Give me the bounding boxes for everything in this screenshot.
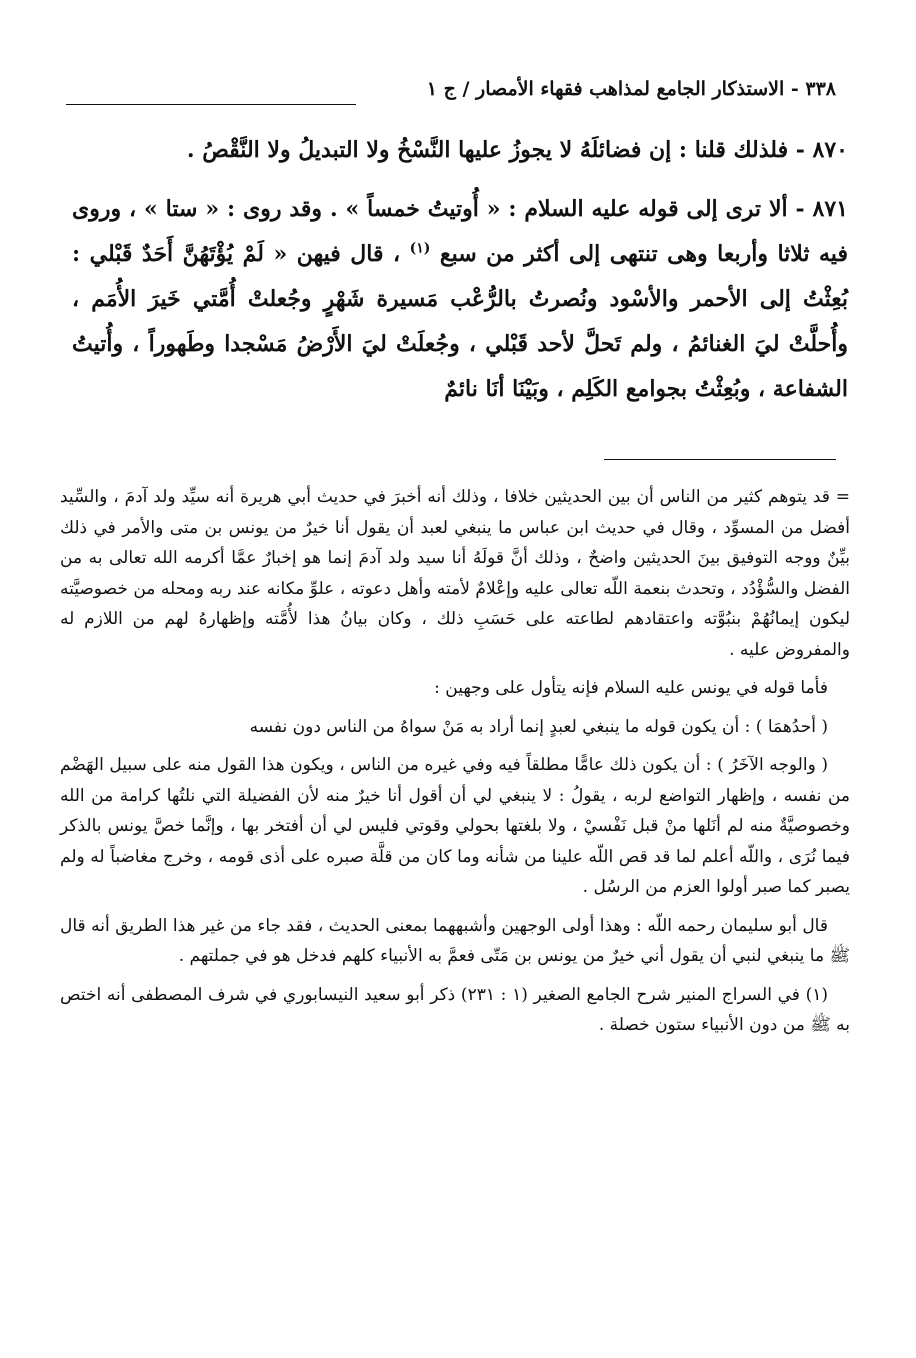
paragraph-871-part-a: ٨٧١ - ألا ترى إلى قوله عليه السلام : « أُوتيتُ خمساً » . وقد روى : « ستا » ، وروى فيه ثلاثا وأربعا وهى تنتهى إلى أكثر من سبع — [72, 196, 848, 267]
notes-section — [60, 482, 850, 1049]
note-first-aspect: ( أحدُهمَا ) : أن يكون قوله ما ينبغي لعبدٍ إنما أراد به مَنْ سواهُ من الناس دون نفسه — [249, 716, 828, 737]
paragraph-871 — [72, 187, 848, 412]
notes-separator — [604, 459, 836, 460]
note-continued: = قد يتوهم كثير من الناس أن بين الحديثين خلافا ، وذلك أنه أخبرَ في حديث أبي هريرة أنه سيِّد ولد آدمَ ، والسِّيد أفضل من المسوِّد ، وقال في حديث ابن عباس ما ينبغي لعبد أن يقول أنا خيرٌ من يونس بن متى والأمر في ذلك بيِّنٌ ووجه التوفيق بينَ الحديثين واضحٌ ، وذلك أنَّ قولَهُ أنا سيد ولد آدمَ إنما هو إخبارٌ عمَّا أكرمه الله تعالى به من الفضل والسُّؤْدُد ، وتحدث بنعمة اللّه تعالى عليه وإعْلامٌ لأمته وأهل دعوته ، علوِّ مكانه عند ربه ومحله من خصوصيَّته ليكون إيمانُهُمْ بنبُوَّته واعتقادهم لطاعته على حَسَبِ ذلك ، وكان بيانُ هذا لأُمَّته وإظهارهُ لهم من اللازم له والمفروض عليه . — [60, 487, 850, 660]
footnote-reference: (١) — [409, 240, 431, 257]
paragraph-870: ٨٧٠ - فلذلك قلنا : إن فضائلَهُ لا يجوزُ عليها النَّسْخُ ولا التبديلُ ولا النَّقْصُ . — [186, 137, 848, 163]
footnote-1: (١) في السراج المنير شرح الجامع الصغير (١ : ٢٣١) ذكر أبو سعيد النيسابوري في شرف المصطفى أنه اختص به ﷺ من دون الأنبياء ستون خصلة . — [60, 984, 850, 1035]
header-rule — [66, 104, 356, 105]
paragraph-871-part-b: ، قال فيهن « لَمْ يُؤْتَهُنَّ أَحَدٌ قَبْلي : بُعِثْتُ إلى الأحمر والأسْود ونُصرتُ بالرُّعْب مَسيرة شَهْرٍ وجُعلتْ أُمَّتي خَيرَ الأُمَم ، وأُحلَّتْ ليَ الغنائمُ ، ولم تَحلَّ لأحد قَبْلي ، وجُعلَتْ ليَ الأَرْضُ مَسْجدا وطَهوراً ، وأُتيتُ الشفاعة ، وبُعِثْتُ بجوامع الكَلِم ، وبَيْنَا أنَا نائمٌ — [72, 241, 848, 402]
main-text — [72, 128, 848, 426]
note-second-aspect: ( والوجه الآخَرُ ) : أن يكون ذلك عامًّا مطلقاً فيه وفي غيره من الناس ، ويكون هذا القول منه على سبيل الهَضْم من نفسه ، وإظهار التواضع لربه ، يقولُ : لا ينبغي لي أن أقول أنا خيرٌ منه لأن الفضيلة التي نلتُها كرامة من الله وخصوصيَّةٌ منه لم أنَلها منْ قبل نَفْسيْ ، ولا بلغتها بحولي وقوتي فليس لي أن أفتخر بها ، وإنَّما خصَّ يونس بالذكر فيما نُرَى ، واللّه أعلم لما قد قص اللّه علينا من شأنه وما كان من قلَّة صبره على أذى قومه ، وخرج مغاضباً له ولم يصبر كما صبر أولوا العزم من الرسُل . — [60, 755, 851, 897]
note-yunus-intro: فأما قوله في يونس عليه السلام فإنه يتأول على وجهين : — [434, 678, 828, 698]
note-abu-sulayman: قال أبو سليمان رحمه اللّه : وهذا أولى الوجهين وأشبههما بمعنى الحديث ، فقد جاء من غير هذا الطريق أنه قال ﷺ ما ينبغي لنبي أن يقول أني خيرٌ من يونس بن مَتّى فعمَّ به الأنبياء كلهم فدخل هو في جملتهم . — [60, 915, 850, 966]
running-header: ٣٣٨ - الاستذكار الجامع لمذاهب فقهاء الأمصار / ج ١ — [426, 78, 836, 100]
